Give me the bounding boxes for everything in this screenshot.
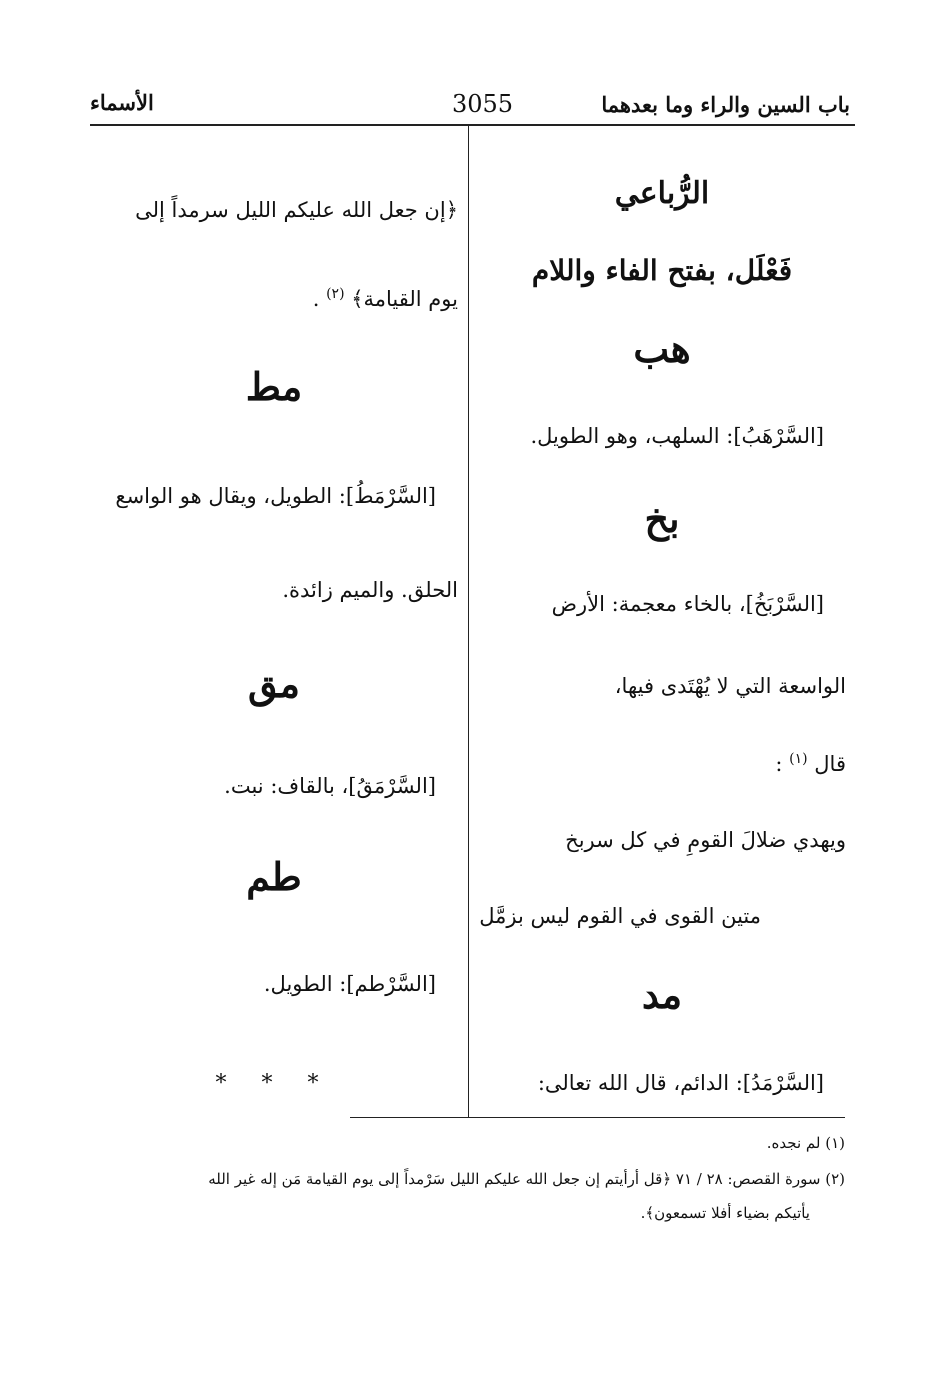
verse-line-2: متين القوى في القوم ليس بزمَّل xyxy=(479,904,761,928)
root-heading-md: مد xyxy=(641,972,683,1017)
colon: : xyxy=(775,752,783,776)
page-header xyxy=(90,86,850,126)
pattern-heading: فَعْلَل، بفتح الفاء واللام xyxy=(531,254,793,287)
footnote-rule xyxy=(350,1117,845,1118)
section-heading: الرُّباعي xyxy=(614,176,710,211)
entry-sarbakh-line2: الواسعة التي لا يُهْتَدى فيها، xyxy=(614,674,846,698)
entry-sartam: [السَّرْطم]: الطويل. xyxy=(263,972,436,996)
right-column xyxy=(478,126,846,1116)
period: . xyxy=(312,287,320,311)
root-heading-hb: هب xyxy=(633,326,691,371)
left-column xyxy=(90,126,458,1116)
chapter-title: باب السين والراء وما بعدهما xyxy=(601,92,850,117)
quote-intro: قال xyxy=(814,752,846,776)
footnote-2-line2: يأتيكم بضياء أفلا تسمعون﴾. xyxy=(640,1204,810,1222)
entry-sarmat-line2: الحلق. والميم زائدة. xyxy=(282,578,458,602)
quran-quote-line1: ﴿إن جعل الله عليكم الليل سرمداً إلى xyxy=(135,198,458,222)
quote-end-text: يوم القيامة﴾ xyxy=(351,287,458,311)
page-number: 3055 xyxy=(452,90,514,118)
footnote-2-line1: (٢) سورة القصص: ٢٨ / ٧١ ﴿قل أرأيتم إن جعل الله عليكم الليل سَرْمداً إلى يوم القيامة مَن إله غير الله xyxy=(208,1170,845,1188)
entry-sarbakh-line1: [السَّرْبَخُ]، بالخاء معجمة: الأرض xyxy=(551,592,824,616)
quran-quote-line2 xyxy=(90,286,458,311)
footnote-ref-1: (١) xyxy=(789,751,808,767)
column-divider xyxy=(468,126,469,1118)
root-heading-bkh: بخ xyxy=(644,496,680,541)
entry-sarmad: [السَّرْمَدُ]: الدائم، قال الله تعالى: xyxy=(537,1071,824,1095)
entry-sarhab: [السَّرْهَبُ]: السلهب، وهو الطويل. xyxy=(530,424,824,448)
entry-sarmat-line1: [السَّرْمَطُ]: الطويل، ويقال هو الواسع xyxy=(115,484,436,508)
root-heading-mt: مط xyxy=(245,364,303,409)
root-heading-tm: طم xyxy=(246,854,302,899)
section-title: الأسماء xyxy=(90,90,154,115)
root-heading-mq: مق xyxy=(247,661,301,706)
verse-line-1: ويهدي ضلالَ القومِ في كل سربخ xyxy=(565,828,846,852)
entry-sarbakh-line3 xyxy=(478,751,846,776)
section-end-stars: * * * xyxy=(215,1071,333,1096)
footnote-ref-2: (٢) xyxy=(326,286,345,302)
footnote-1: (١) لم نجده. xyxy=(766,1134,845,1152)
entry-sarmaq: [السَّرْمَقُ]، بالقاف: نبت. xyxy=(224,774,436,798)
